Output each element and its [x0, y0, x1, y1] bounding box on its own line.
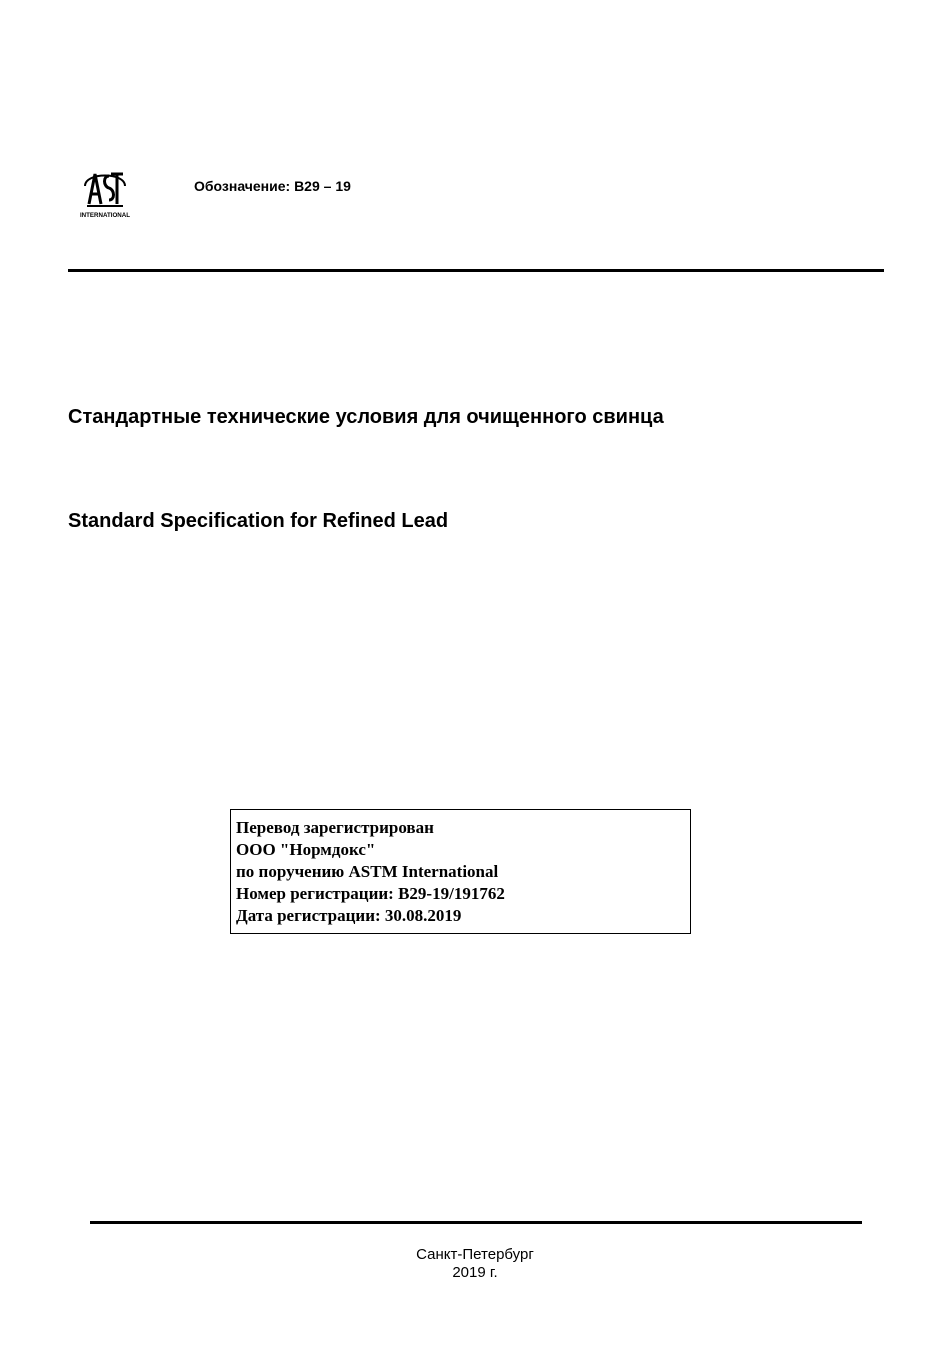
title-russian: Стандартные технические условия для очищенного свинца	[68, 406, 664, 428]
footer-place-date	[0, 1246, 950, 1282]
footer-city: Санкт-Петербург	[416, 1246, 534, 1263]
title-english: Standard Specification for Refined Lead	[68, 510, 449, 532]
designation-label: Обозначение: B29 – 19	[194, 178, 351, 194]
footer-year: 2019 г.	[452, 1264, 498, 1281]
registration-line: по поручению ASTM International	[236, 862, 499, 881]
registration-box	[230, 809, 691, 934]
bottom-divider	[90, 1221, 862, 1224]
registration-line: Номер регистрации: B29-19/191762	[236, 884, 505, 903]
registration-line: Перевод зарегистрирован	[236, 818, 434, 837]
astm-logo	[79, 166, 131, 222]
top-divider	[68, 269, 884, 272]
registration-line: Дата регистрации: 30.08.2019	[236, 906, 462, 925]
astm-logo-icon	[79, 166, 131, 222]
logo-caption: INTERNATIONAL	[79, 212, 131, 219]
registration-line: ООО "Нормдокс"	[236, 840, 376, 859]
